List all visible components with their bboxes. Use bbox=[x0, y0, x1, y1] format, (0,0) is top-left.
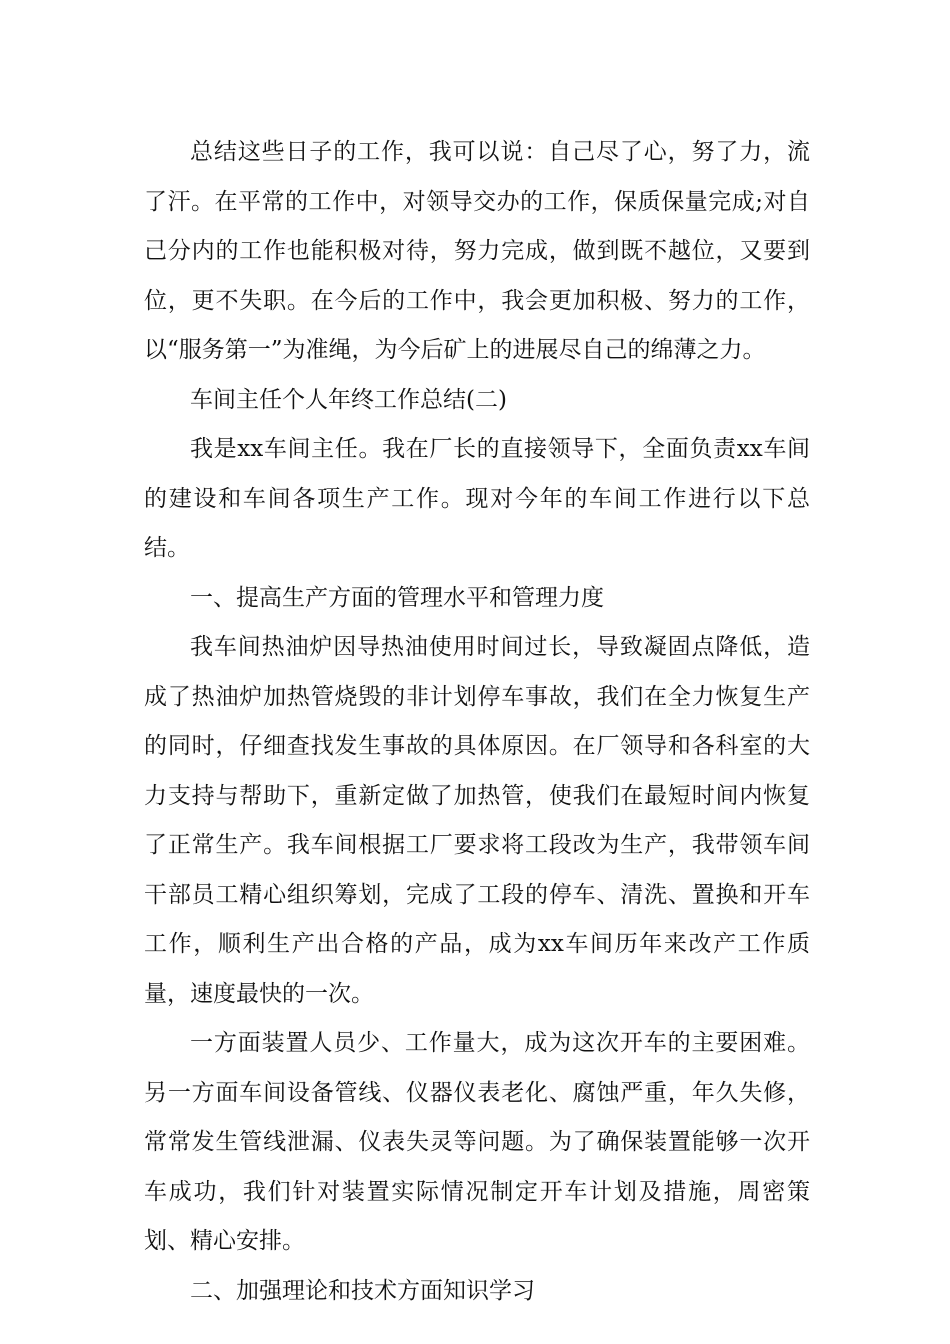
paragraph-summary: 总结这些日子的工作，我可以说：自己尽了心，努了力，流了汗。在平常的工作中，对领导交办的工作，保质保量完成;对自己分内的工作也能积极对待，努力完成，做到既不越位，又要到位，更不失职。在今后的工作中，我会更加积极、努力的工作，以“服务第一”为准绳，为今后矿上的进展尽自己的绵薄之力。 bbox=[144, 139, 810, 363]
section-title: 车间主任个人年终工作总结(二) bbox=[190, 386, 507, 413]
paragraph-production: 我车间热油炉因导热油使用时间过长，导致凝固点降低，造成了热油炉加热管烧毁的非计划停车事故，我们在全力恢复生产的同时，仔细查找发生事故的具体原因。在厂领导和各科室的大力支持与帮助下，重新定做了加热管，使我们在最短时间内恢复了正常生产。我车间根据工厂要求将工段改为生产，我带领车间干部员工精心组织筹划，完成了工段的停车、清洗、置换和开车工作，顺利生产出合格的产品，成为xx车间历年来改产工作质量，速度最快的一次。 bbox=[144, 634, 810, 1007]
paragraph-intro: 我是xx车间主任。我在厂长的直接领导下，全面负责xx车间的建设和车间各项生产工作。现对今年的车间工作进行以下总结。 bbox=[144, 436, 810, 561]
paragraph-difficulties: 一方面装置人员少、工作量大，成为这次开车的主要困难。另一方面车间设备管线、仪器仪表老化、腐蚀严重，年久失修，常常发生管线泄漏、仪表失灵等问题。为了确保装置能够一次开车成功，我们针对装置实际情况制定开车计划及措施，周密策划、精心安排。 bbox=[144, 1030, 810, 1254]
document-body bbox=[144, 128, 810, 1316]
heading-one: 一、提高生产方面的管理水平和管理力度 bbox=[190, 584, 604, 611]
heading-two: 二、加强理论和技术方面知识学习 bbox=[190, 1277, 535, 1304]
